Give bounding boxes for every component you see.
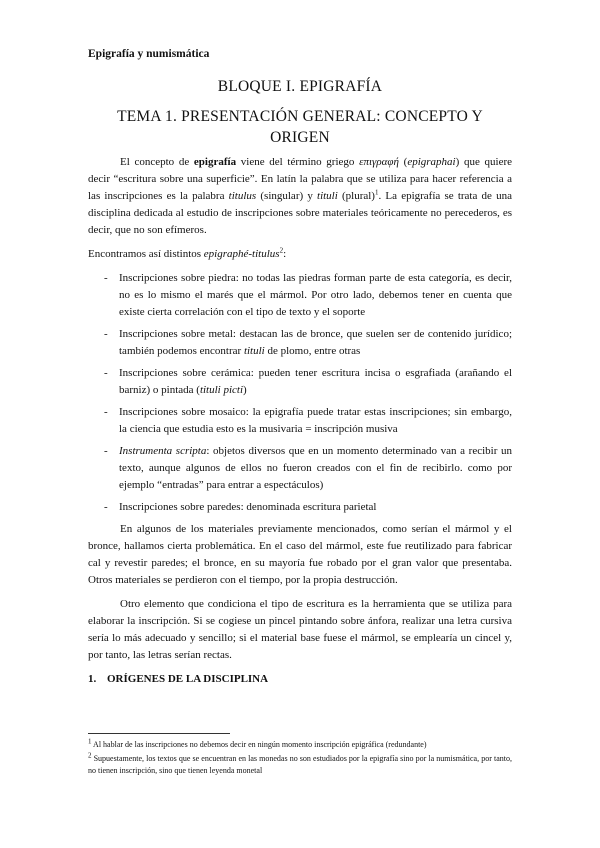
footnote-number: 1	[88, 737, 92, 746]
term-tituli: tituli	[317, 190, 338, 202]
text-run: (	[398, 156, 408, 168]
intro-paragraph	[88, 154, 512, 239]
term-titulus: titulus	[228, 190, 257, 202]
emphasis: tituli picti	[199, 384, 244, 396]
text-run: Encontramos así distintos	[88, 248, 204, 260]
section-number: 1.	[88, 673, 97, 685]
list-dash: -	[104, 445, 108, 457]
text-run: viene del término griego	[236, 156, 360, 168]
footnote-separator	[88, 733, 230, 734]
text-run: El concepto de	[120, 156, 194, 168]
list-item-text: Inscripciones sobre mosaico: la epigrafía puede tratar estas inscripciones; sin embargo, la ciencia que estudia esto es la musivaria = inscripción musiva	[119, 406, 512, 435]
transliteration: epigraphai	[407, 156, 456, 168]
list-item	[88, 326, 512, 360]
footnotes	[88, 739, 512, 779]
list-dash: -	[104, 272, 108, 284]
footnote-text: Supuestamente, los textos que se encuentran en las monedas no son estudiados por la epigrafía sino por la numismática, por tanto, no tienen inscripción, sino que tienen leyenda monetal	[88, 753, 512, 775]
text-run: ) que quiere decir “escritura sobre una superficie”. En latín la palabra que se utiliza para hacer referencia a las inscripciones es la palabra	[88, 156, 512, 202]
list-item	[88, 404, 512, 438]
list-item	[88, 443, 512, 494]
block-title: BLOQUE I. EPIGRAFÍA	[217, 78, 383, 95]
list-dash: -	[104, 367, 108, 379]
list-item	[88, 365, 512, 399]
list-item	[88, 270, 512, 321]
list-dash: -	[104, 501, 108, 513]
footnote-number: 2	[88, 750, 92, 759]
list-dash: -	[104, 406, 108, 418]
text-run: (plural)	[337, 190, 375, 202]
term-epigrafia: epigrafía	[193, 156, 237, 168]
footnote-ref-2[interactable]: 2	[279, 246, 284, 255]
support-types-list	[88, 270, 512, 516]
list-item-text: : objetos diversos que en un momento determinado van a recibir un texto, aunque algunos de ellos no fueron creados con el fin de recibirlo. como por ejemplo “entradas” para entrar a espectáculos)	[119, 445, 512, 491]
list-item-text: Inscripciones sobre metal: destacan las de bronce, que suelen ser de contenido jurídico; también podemos encontrar	[119, 328, 512, 357]
text-run: (singular) y	[256, 190, 318, 202]
list-item-text: )	[243, 384, 247, 396]
emphasis: Instrumenta scripta	[119, 445, 207, 457]
greek-word: επιγραφή	[359, 156, 399, 168]
text-run: . La epigrafía se trata de una disciplina dedicada al estudio de inscripciones sobre materiales teóricamente no perecederos, es decir, que no son efímeros.	[88, 190, 512, 236]
materials-paragraph: En algunos de los materiales previamente mencionados, como serían el mármol y el bronce, hallamos cierta problemática. En el caso del mármol, este fue reutilizado para fabricar cal y revestir paredes; el bronce, en su mayoría fue robado por el gran valor que presentaba. Otros materiales se perdieron con el tiempo, por la propia destrucción.	[88, 523, 512, 586]
list-item	[88, 499, 512, 516]
distinct-intro	[88, 246, 512, 263]
tool-paragraph: Otro elemento que condiciona el tipo de escritura es la herramienta que se utiliza para elaborar la inscripción. Si se cogiese un pincel pintando sobre ánfora, realizar una letra cursiva sería lo más adecuado y sencillo; si el material base fuese el mármol, se emplearía un cincel y, por tanto, las letras serían rectas.	[88, 598, 512, 661]
running-header: Epigrafía y numismática	[88, 48, 210, 60]
list-dash: -	[104, 328, 108, 340]
text-run: :	[283, 248, 287, 260]
section-title: ORÍGENES DE LA DISCIPLINA	[107, 673, 269, 685]
list-item-text: de plomo, entre otras	[264, 345, 361, 357]
document-body	[88, 154, 512, 688]
list-item-text: Inscripciones sobre paredes: denominada escritura parietal	[119, 501, 377, 513]
footnote	[88, 750, 512, 778]
list-item-text: Inscripciones sobre piedra: no todas las piedras forman parte de esta categoría, es decir, no es lo mismo el marés que el mármol. Por otro lado, debemos tener en cuenta que existe cierta correlación con el tipo de texto y el soporte	[119, 272, 512, 318]
term-epigraphe-titulus: epigraphé-titulus	[203, 248, 280, 260]
topic-title: TEMA 1. PRESENTACIÓN GENERAL: CONCEPTO Y ORIGEN	[117, 108, 483, 146]
emphasis: tituli	[243, 345, 265, 357]
section-heading	[88, 671, 512, 688]
footnote-text: Al hablar de las inscripciones no debemos decir en ningún momento inscripción epigráfica (redundante)	[91, 740, 427, 749]
footnote-ref-1[interactable]: 1	[374, 188, 379, 197]
footnote	[88, 739, 512, 752]
list-item-text: Inscripciones sobre cerámica: pueden tener escritura incisa o esgrafiada (arañando el barniz) o pintada (	[119, 367, 512, 396]
